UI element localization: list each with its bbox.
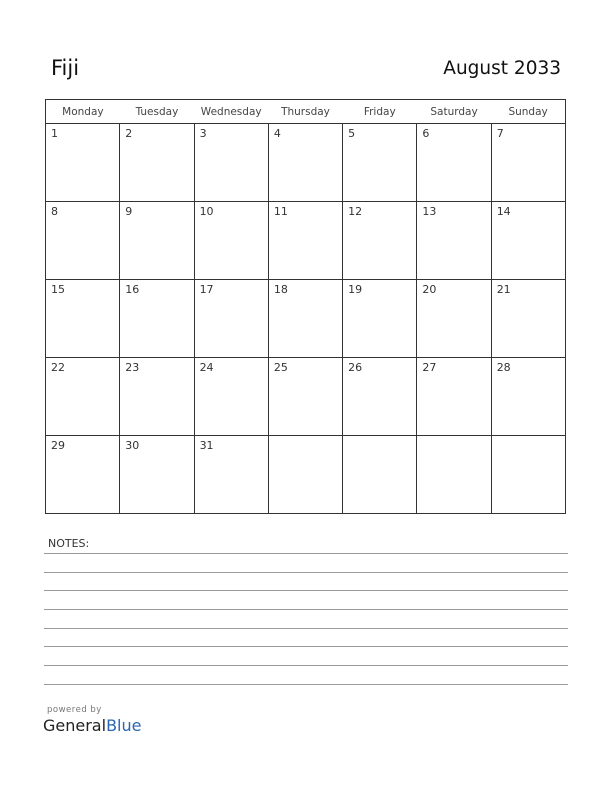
day-cell: [491, 358, 565, 436]
day-number: [492, 436, 565, 439]
notes-label: NOTES:: [48, 537, 90, 550]
weekday-friday: Friday: [343, 100, 417, 124]
day-number: [343, 436, 416, 439]
day-cell: [120, 358, 194, 436]
day-cell: [120, 436, 194, 514]
day-number: 28: [496, 361, 511, 374]
note-line: [44, 590, 568, 591]
day-number: [417, 436, 490, 439]
calendar-grid: [45, 99, 566, 514]
day-number: 24: [199, 361, 214, 374]
day-number: 1: [51, 127, 58, 140]
week-row: [46, 436, 566, 514]
week-row: [46, 124, 566, 202]
day-cell: [491, 202, 565, 280]
brand-logo[interactable]: [43, 716, 141, 735]
day-cell: [491, 436, 565, 514]
powered-by-text: powered by: [47, 705, 102, 715]
day-cell: [343, 358, 417, 436]
day-number: 11: [273, 205, 288, 218]
week-row: [46, 358, 566, 436]
weekday-wednesday: Wednesday: [194, 100, 268, 124]
day-cell: [343, 202, 417, 280]
day-cell: [417, 202, 491, 280]
day-cell: [417, 280, 491, 358]
brand-blue: Blue: [106, 716, 142, 735]
note-line: [44, 646, 568, 647]
day-number: 15: [51, 283, 65, 296]
day-cell: [46, 436, 120, 514]
day-cell: [120, 202, 194, 280]
weekday-saturday: Saturday: [417, 100, 491, 124]
week-row: [46, 280, 566, 358]
day-number: 20: [422, 283, 437, 296]
day-number: 31: [199, 439, 214, 452]
country-title: Fiji: [51, 56, 80, 80]
day-number: 7: [496, 127, 504, 140]
weekday-thursday: Thursday: [268, 100, 342, 124]
day-cell: [120, 280, 194, 358]
day-number: 18: [273, 283, 288, 296]
day-number: 12: [348, 205, 363, 218]
day-cell: [46, 124, 120, 202]
day-cell: [343, 436, 417, 514]
weekday-monday: Monday: [46, 100, 120, 124]
day-cell: [46, 202, 120, 280]
note-line: [44, 609, 568, 610]
day-number: 23: [125, 361, 140, 374]
day-cell: [268, 280, 342, 358]
day-number: 10: [199, 205, 214, 218]
day-cell: [417, 358, 491, 436]
day-number: 17: [199, 283, 214, 296]
day-number: 21: [496, 283, 511, 296]
note-line: [44, 684, 568, 685]
day-cell: [417, 436, 491, 514]
day-number: 26: [348, 361, 363, 374]
week-row: [46, 202, 566, 280]
day-cell: [194, 358, 268, 436]
day-number: 16: [125, 283, 140, 296]
day-cell: [46, 280, 120, 358]
day-number: 29: [51, 439, 65, 452]
day-cell: [46, 358, 120, 436]
day-number: 19: [348, 283, 363, 296]
day-number: [269, 436, 342, 439]
note-line: [44, 572, 568, 573]
day-number: 2: [125, 127, 133, 140]
day-number: 3: [199, 127, 207, 140]
brand-general: General: [43, 716, 107, 735]
day-cell: [268, 436, 342, 514]
day-number: 8: [51, 205, 58, 218]
day-cell: [194, 436, 268, 514]
weekday-tuesday: Tuesday: [120, 100, 194, 124]
day-number: 25: [273, 361, 288, 374]
note-line: [44, 665, 568, 666]
note-line: [44, 628, 568, 629]
day-cell: [417, 124, 491, 202]
day-cell: [491, 280, 565, 358]
day-number: 4: [273, 127, 281, 140]
day-number: 13: [422, 205, 437, 218]
day-number: 5: [348, 127, 356, 140]
day-cell: [120, 124, 194, 202]
month-title: August 2033: [443, 58, 561, 79]
day-number: 30: [125, 439, 140, 452]
day-cell: [268, 358, 342, 436]
note-line: [44, 553, 568, 554]
weekday-sunday: Sunday: [491, 100, 565, 124]
day-cell: [491, 124, 565, 202]
day-cell: [343, 124, 417, 202]
day-cell: [343, 280, 417, 358]
day-number: 14: [496, 205, 511, 218]
day-cell: [194, 202, 268, 280]
day-number: 9: [125, 205, 133, 218]
day-cell: [268, 202, 342, 280]
day-cell: [194, 280, 268, 358]
day-cell: [268, 124, 342, 202]
day-number: 6: [422, 127, 430, 140]
day-number: 27: [422, 361, 437, 374]
day-number: 22: [51, 361, 65, 374]
day-cell: [194, 124, 268, 202]
weekday-header-row: [46, 100, 566, 124]
